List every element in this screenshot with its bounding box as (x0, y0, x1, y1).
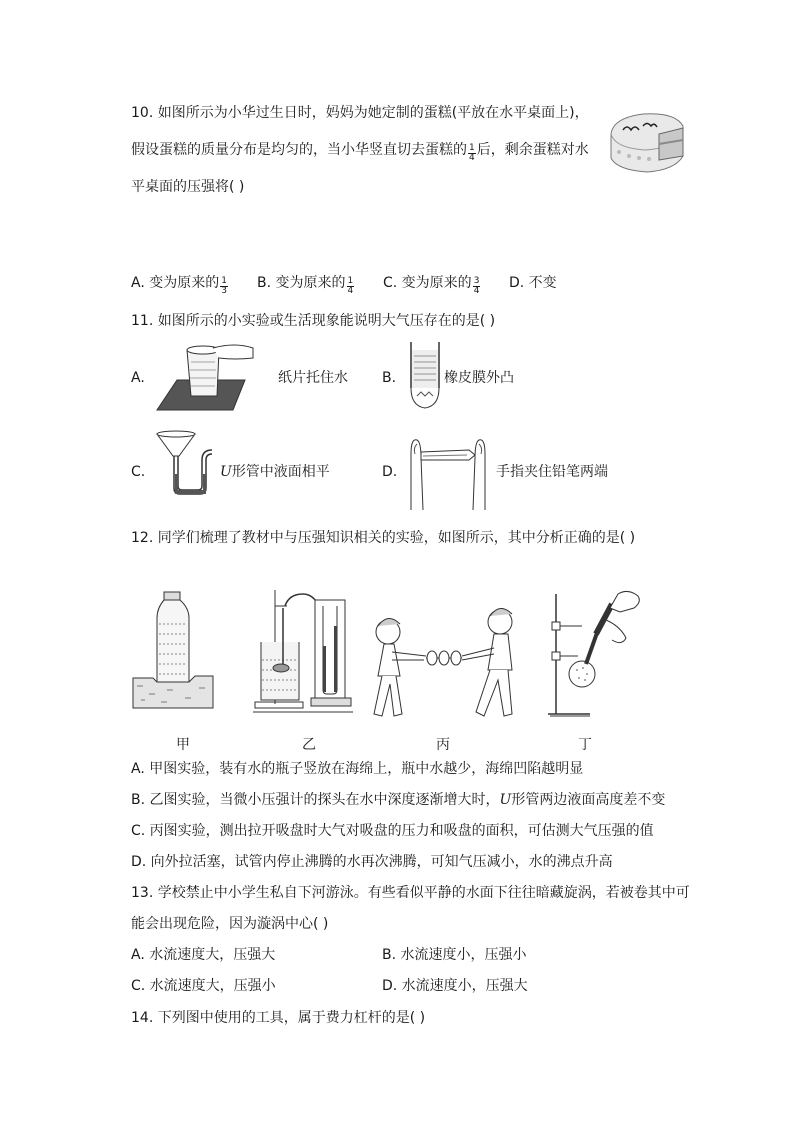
figure-label-jia: 甲 (176, 737, 190, 753)
q11-option-b-label[interactable]: B. (382, 370, 397, 386)
q11-option-b-text: 橡皮膜外凸 (444, 370, 514, 386)
q10-fraction-numerator: 1 (469, 143, 475, 153)
q14-stem: 14. 下列图中使用的工具，属于费力杠杆的是( ) (131, 1010, 426, 1026)
q10-line2-text-b: 后，剩余蛋糕对水 (476, 142, 589, 158)
q12-option-d[interactable]: D. 向外拉活塞，试管内停止沸腾的水再次沸腾，可知气压减小，水的沸点升高 (131, 854, 613, 870)
q10-option-b-text: B. 变为原来的 (257, 275, 346, 291)
q10-option-a-fraction (220, 277, 228, 296)
q11-option-c-label[interactable]: C. (131, 464, 146, 480)
bottle-on-sponge-figure (131, 590, 216, 710)
q10-option-d[interactable]: D. 不变 (509, 275, 557, 291)
q10-stem-line3: 平桌面的压强将( ) (131, 179, 245, 195)
syringe-test-tube-figure (546, 590, 646, 720)
q12-stem: 12. 同学们梳理了教材中与压强知识相关的实验，如图所示，其中分析正确的是( ) (131, 530, 636, 546)
q10-option-b[interactable] (257, 276, 355, 296)
q11-stem: 11. 如图所示的小实验或生活现象能说明大气压存在的是( ) (131, 313, 496, 329)
figure-label-bing: 丙 (436, 737, 450, 753)
q12-option-c[interactable]: C. 丙图实验，测出拉开吸盘时大气对吸盘的压力和吸盘的面积，可估测大气压强的值 (131, 823, 654, 839)
q11-option-d-text: 手指夹住铅笔两端 (496, 464, 608, 480)
kids-pulling-suction-cups-figure (364, 604, 524, 722)
q10-option-b-denominator: 4 (347, 286, 354, 296)
q12-option-a[interactable]: A. 甲图实验，装有水的瓶子竖放在海绵上，瓶中水越少，海绵凹陷越明显 (131, 761, 584, 777)
q10-option-b-numerator: 1 (347, 276, 354, 286)
q10-option-b-fraction (347, 277, 355, 296)
q10-stem-line2 (131, 143, 589, 163)
rubber-membrane-tube-image (405, 340, 445, 412)
q13-option-d[interactable]: D. 水流速度小，压强大 (382, 978, 528, 994)
pressure-gauge-figure (253, 586, 353, 716)
u-tube-funnel-image (155, 430, 217, 514)
paper-holds-water-image (155, 340, 255, 412)
q10-fraction-denominator: 4 (469, 153, 475, 163)
q11-option-c-description: 形管中液面相平 (231, 464, 330, 480)
q10-option-c-text: C. 变为原来的 (383, 275, 472, 291)
q10-option-c-numerator: 3 (473, 276, 480, 286)
q10-line2-text-a: 假设蛋糕的质量分布是均匀的，当小华竖直切去蛋糕的 (131, 142, 467, 158)
cake-image (603, 104, 689, 178)
q11-option-a-text: 纸片托住水 (278, 370, 348, 386)
q10-option-a[interactable] (131, 276, 229, 296)
q12-option-b-text-b: 形管两边液面高度差不变 (511, 792, 666, 808)
q12-option-b-text-a: B. 乙图实验，当微小压强计的探头在水中深度逐渐增大时， (131, 792, 500, 808)
q13-stem-line1: 13. 学校禁止中小学生私自下河游泳。有些看似平静的水面下往往暗藏旋涡，若被卷其中可 (131, 885, 690, 901)
q13-option-c[interactable]: C. 水流速度大，压强小 (131, 978, 276, 994)
q10-option-a-denominator: 3 (221, 286, 227, 296)
q13-stem-line2: 能会出现危险，因为漩涡中心( ) (131, 916, 329, 932)
q11-option-c-u-letter: U (220, 464, 232, 480)
q10-option-c-denominator: 4 (473, 286, 480, 296)
q10-option-a-numerator: 1 (221, 276, 227, 286)
q13-option-b[interactable]: B. 水流速度小，压强小 (382, 947, 527, 963)
q10-option-a-text: A. 变为原来的 (131, 275, 220, 291)
q13-option-a[interactable]: A. 水流速度大，压强大 (131, 947, 276, 963)
q10-fraction (468, 144, 476, 163)
q11-option-a-label[interactable]: A. (131, 370, 145, 386)
q12-option-b-u-letter: U (499, 792, 512, 808)
q12-option-b[interactable] (131, 793, 665, 807)
q11-option-c-text (220, 465, 330, 479)
figure-label-ding: 丁 (578, 737, 592, 753)
figure-label-yi: 乙 (302, 737, 316, 753)
fingers-pencil-image (403, 434, 493, 510)
q11-option-d-label[interactable]: D. (382, 464, 398, 480)
q10-option-c-fraction (473, 277, 481, 296)
q10-stem-line1: 10. 如图所示为小华过生日时，妈妈为她定制的蛋糕(平放在水平桌面上)， (131, 105, 589, 121)
q10-option-c[interactable] (383, 276, 481, 296)
